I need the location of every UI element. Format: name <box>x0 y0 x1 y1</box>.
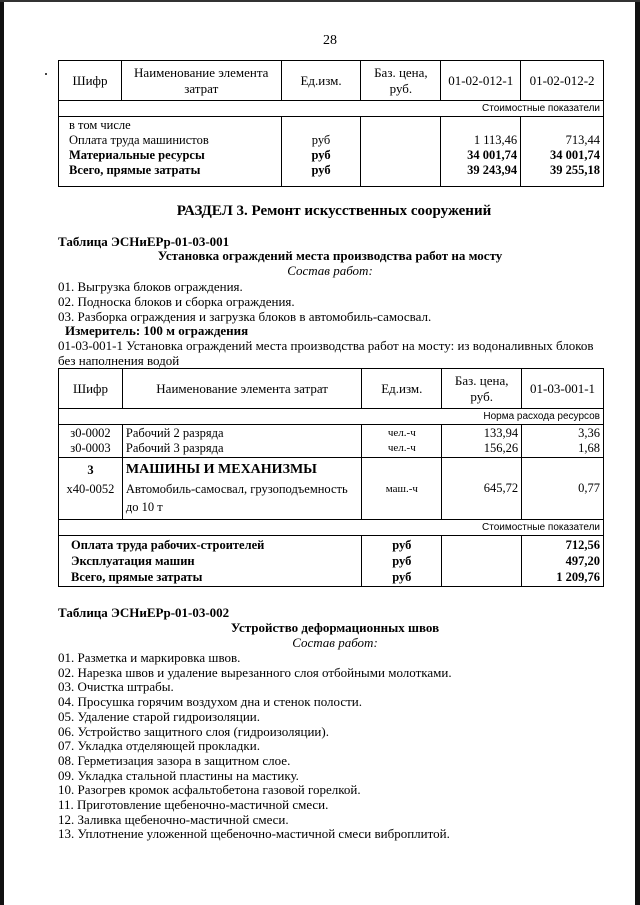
work-item: 02. Подноска блоков и сборка ограждения. <box>58 294 295 309</box>
totals-values <box>522 536 604 587</box>
totals-base-price <box>442 536 522 587</box>
unit-cell <box>281 117 361 187</box>
header-col2: 01-02-012-2 <box>521 61 604 101</box>
subheader-cost: Стоимостные показатели <box>59 520 604 536</box>
table2-label: Таблица ЭСНиЕРр-01-03-002 <box>58 605 230 620</box>
totals-names <box>59 536 362 587</box>
resource-value: 0,77 <box>522 458 604 520</box>
row-label: в том числе <box>69 118 131 132</box>
header-base-price: Баз. цена, руб. <box>442 369 522 409</box>
labor-names <box>122 425 361 458</box>
work-item: 02. Нарезка швов и удаление вырезанного слоя отбойными молотками. <box>58 664 452 680</box>
header-col1: 01-02-012-1 <box>441 61 521 101</box>
header-code: Шифр <box>59 61 122 101</box>
row-value: 713,44 <box>565 133 600 147</box>
row-unit: руб <box>311 163 331 177</box>
scan-edge-left <box>0 0 4 905</box>
work-item: 11. Приготовление щебеночно-мастичной смеси. <box>58 797 329 813</box>
group-name: МАШИНЫ И МЕХАНИЗМЫ <box>125 462 317 477</box>
work-item: 01. Выгрузка блоков ограждения. <box>58 279 243 294</box>
row-value: 34 001,74 <box>467 148 518 162</box>
labor-values <box>522 425 604 458</box>
resource-unit: чел.-ч <box>387 442 416 454</box>
base-price-cell <box>361 117 441 187</box>
total-value: 712,56 <box>565 538 600 552</box>
work-item: 05. Удаление старой гидроизоляции. <box>58 708 260 724</box>
cost-names-cell <box>59 117 282 187</box>
row-value: 39 243,94 <box>467 163 518 177</box>
subheader-resources: Норма расхода ресурсов <box>59 409 604 425</box>
item-description: 01-03-001-1 Установка ограждений места производства работ на мосту: из водоналивных блоков <box>58 338 594 353</box>
resource-value: 1,68 <box>578 441 600 455</box>
labor-units <box>362 425 442 458</box>
cost-table-continued <box>58 60 604 187</box>
table2-composition-label: Состав работ: <box>292 635 378 650</box>
header-code: Шифр <box>59 369 123 409</box>
row-value: 1 113,46 <box>473 133 518 147</box>
table1-composition-label: Состав работ: <box>287 263 373 278</box>
resource-name: Рабочий 2 разряда <box>125 426 224 440</box>
resource-unit: маш.-ч <box>362 458 442 520</box>
header-name: Наименование элемента затрат <box>121 61 281 101</box>
scan-edge-right <box>635 0 640 905</box>
row-unit: руб <box>311 133 331 147</box>
labor-codes <box>59 425 123 458</box>
work-item: 03. Очистка штрабы. <box>58 679 174 695</box>
table1-title: Установка ограждений места производства работ на мосту <box>157 248 503 263</box>
work-item: 08. Герметизация зазора в защитном слое. <box>58 752 291 768</box>
item-description-cont: без наполнения водой <box>58 353 180 368</box>
table1-label: Таблица ЭСНиЕРр-01-03-001 <box>58 234 230 249</box>
total-unit: руб <box>392 554 412 568</box>
work-item: 03. Разборка ограждения и загрузка блоков в автомобиль-самосвал. <box>58 309 432 324</box>
resource-code: з0-0003 <box>70 441 111 455</box>
header-unit: Ед.изм. <box>362 369 442 409</box>
resource-price: 156,26 <box>483 441 519 455</box>
resource-name: Рабочий 3 разряда <box>125 441 224 455</box>
row-value: 39 255,18 <box>550 163 600 177</box>
section-title: РАЗДЕЛ 3. Ремонт искусственных сооружений <box>176 203 492 219</box>
resource-code: з0-0002 <box>70 426 111 440</box>
header-base-price: Баз. цена, руб. <box>361 61 441 101</box>
resource-unit: чел.-ч <box>387 427 416 439</box>
header-name: Наименование элемента затрат <box>122 369 361 409</box>
col2-values <box>521 117 604 187</box>
work-item: 09. Укладка стальной пластины на мастику. <box>58 767 299 783</box>
resource-price: 133,94 <box>483 426 519 440</box>
total-label: Всего, прямые затраты <box>71 570 203 584</box>
resource-value: 3,36 <box>578 426 600 440</box>
row-label: Всего, прямые затраты <box>69 163 201 177</box>
work-item: 01. Разметка и маркировка швов. <box>58 650 241 665</box>
resource-price: 645,72 <box>442 458 522 520</box>
work-item: 13. Уплотнение уложенной щебеночно-мастичной смеси виброплитой. <box>58 826 450 842</box>
machine-codes <box>59 458 123 520</box>
work-item: 06. Устройство защитного слоя (гидроизоляции). <box>58 723 329 739</box>
group-code: 3 <box>87 463 94 477</box>
work-item: 12. Заливка щебеночно-мастичной смеси. <box>58 811 289 827</box>
total-unit: руб <box>392 538 412 552</box>
col1-values <box>441 117 521 187</box>
total-unit: руб <box>392 570 412 584</box>
total-value: 497,20 <box>565 554 600 568</box>
total-label: Оплата труда рабочих-строителей <box>71 538 265 552</box>
work-item: 07. Укладка отделяющей прокладки. <box>58 738 260 754</box>
subheader-cost: Стоимостные показатели <box>59 101 604 117</box>
scan-speck <box>45 73 47 75</box>
resource-code: х40-0052 <box>66 482 115 496</box>
total-value: 1 209,76 <box>556 570 600 584</box>
work-item: 04. Просушка горячим воздухом дна и стенок полости. <box>58 694 363 710</box>
header-unit: Ед.изм. <box>281 61 361 101</box>
totals-units <box>362 536 442 587</box>
table2-title: Устройство деформационных швов <box>230 620 440 635</box>
row-label: Оплата труда машинистов <box>69 133 209 147</box>
header-col1: 01-03-001-1 <box>522 369 604 409</box>
measure-unit: Измеритель: 100 м ограждения <box>65 323 249 338</box>
row-label: Материальные ресурсы <box>69 148 205 162</box>
total-label: Эксплуатация машин <box>71 554 195 568</box>
row-value: 34 001,74 <box>550 148 600 162</box>
page-number: 28 <box>323 33 337 48</box>
work-items-list <box>58 651 452 842</box>
work-item: 10. Разогрев кромок асфальтобетона газовой горелкой. <box>58 782 361 798</box>
labor-prices <box>442 425 522 458</box>
resource-name-cont: до 10 т <box>125 500 163 514</box>
scan-edge-top <box>0 0 640 2</box>
machine-names <box>122 458 361 520</box>
row-unit: руб <box>311 148 331 162</box>
resource-name: Автомобиль-самосвал, грузоподъемность <box>125 482 348 496</box>
resource-table <box>58 368 604 587</box>
